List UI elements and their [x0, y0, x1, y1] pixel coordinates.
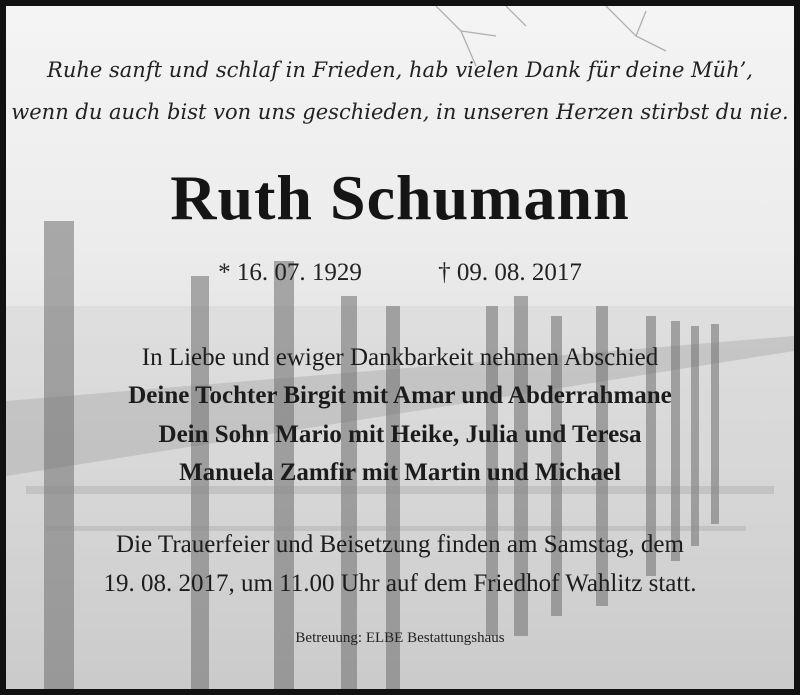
life-dates — [6, 259, 794, 287]
mourners-intro: In Liebe und ewiger Dankbarkeit nehmen Abschied — [141, 344, 659, 371]
funeral-info-line-2: 19. 08. 2017, um 11.00 Uhr auf dem Friedhof Wahlitz statt. — [103, 570, 697, 597]
funeral-info-line-1: Die Trauerfeier und Beisetzung finden am Samstag, dem — [116, 531, 684, 558]
birth-date: * 16. 07. 1929 — [218, 259, 362, 286]
mourner-line: Manuela Zamfir mit Martin und Michael — [179, 459, 621, 486]
funeral-home-credit: Betreuung: ELBE Bestattungshaus — [295, 630, 505, 646]
death-date: † 09. 08. 2017 — [438, 259, 582, 286]
mourner-line: Deine Tochter Birgit mit Amar und Abderrahmane — [128, 382, 672, 409]
verse-line-1: Ruhe sanft und schlaf in Frieden, hab vielen Dank für deine Müh’, — [47, 58, 753, 82]
verse-line-2: wenn du auch bist von uns geschieden, in unseren Herzen stirbst du nie. — [11, 100, 789, 124]
deceased-name: Ruth Schumann — [170, 162, 630, 233]
mourner-line: Dein Sohn Mario mit Heike, Julia und Teresa — [158, 421, 642, 448]
